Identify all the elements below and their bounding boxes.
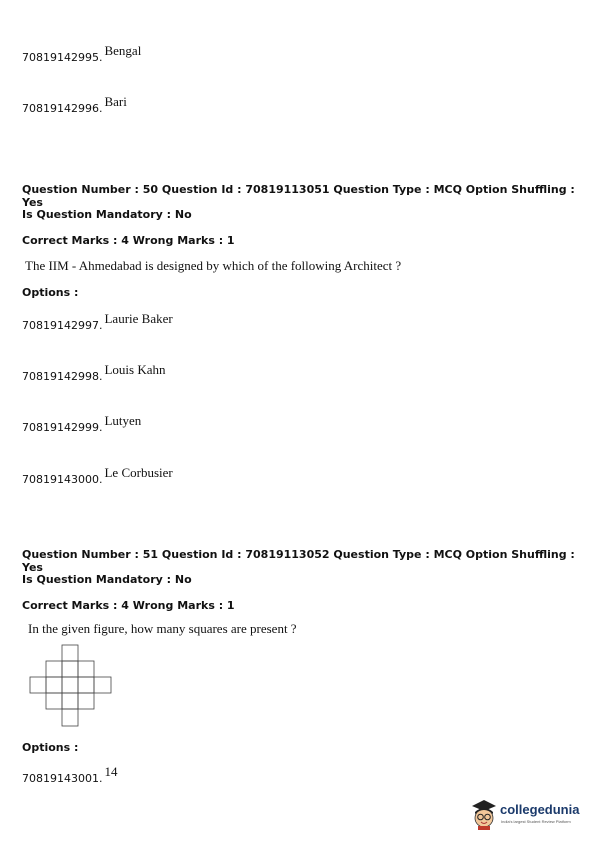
option-row [22,362,166,384]
option-text: Laurie Baker [104,311,173,326]
option-id: 70819142998. [22,370,103,383]
logo-tagline: India's largest Student Review Platform [501,819,571,824]
option-id: 70819142996. [22,102,103,115]
question-mandatory: Is Question Mandatory : No [22,573,192,586]
options-label: Options : [22,741,79,754]
option-text: 14 [104,764,118,779]
option-id: 70819142995. [22,51,103,64]
question-marks: Correct Marks : 4 Wrong Marks : 1 [22,599,235,612]
question-header: Question Number : 50 Question Id : 70819113051 Question Type : MCQ Option Shuffling : Yes [22,183,575,209]
option-row [22,94,127,116]
collegedunia-logo [470,798,590,832]
option-row [22,43,142,65]
option-text: Le Corbusier [104,465,173,480]
question-text: In the given figure, how many squares are present ? [28,621,297,636]
option-text: Lutyen [104,413,142,428]
options-label: Options : [22,286,79,299]
question-marks: Correct Marks : 4 Wrong Marks : 1 [22,234,235,247]
option-id: 70819142999. [22,421,103,434]
option-id: 70819143000. [22,473,103,486]
student-mascot-icon [470,798,498,830]
option-id: 70819142997. [22,319,103,332]
option-text: Louis Kahn [104,362,166,377]
option-text: Bengal [104,43,142,58]
option-row [22,764,118,786]
question-header: Question Number : 51 Question Id : 70819113052 Question Type : MCQ Option Shuffling : Yes [22,548,575,574]
option-row [22,413,142,435]
squares-figure [29,644,115,730]
question-text: The IIM - Ahmedabad is designed by which of the following Architect ? [25,258,402,273]
question-mandatory: Is Question Mandatory : No [22,208,192,221]
option-row [22,465,173,487]
logo-wordmark: collegedunia [500,802,580,817]
option-id: 70819143001. [22,772,103,785]
option-row [22,311,173,333]
option-text: Bari [104,94,127,109]
